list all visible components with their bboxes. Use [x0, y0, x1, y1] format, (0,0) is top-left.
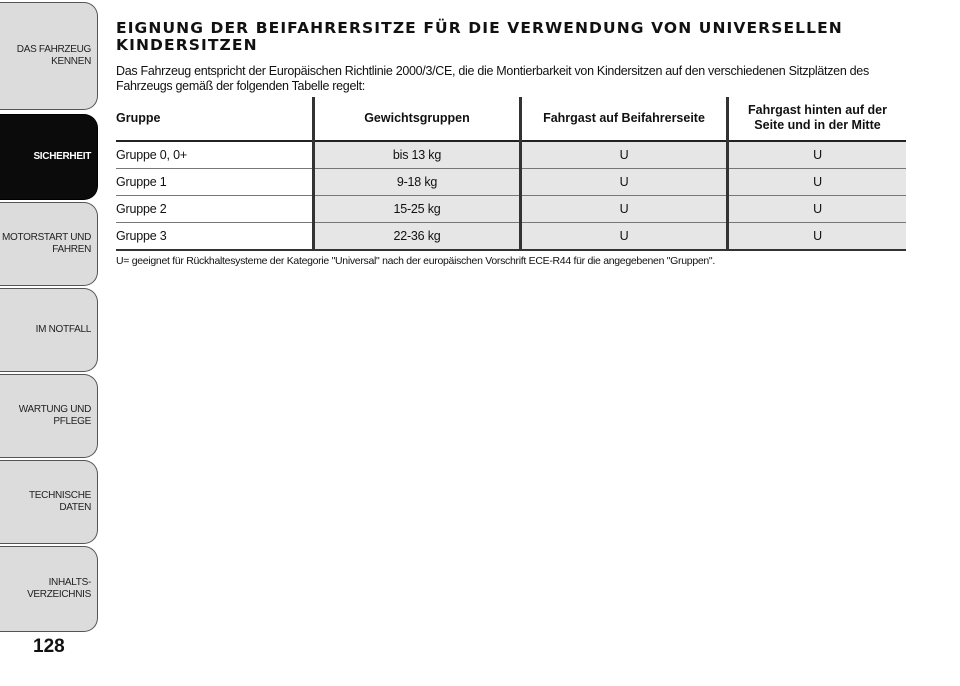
cell-hinten: U	[728, 141, 907, 169]
tab-label: IM NOTFALL	[35, 324, 91, 335]
col-header-gewichtsgruppen: Gewichtsgruppen	[314, 97, 521, 141]
cell-hinten: U	[728, 169, 907, 196]
cell-gewicht: bis 13 kg	[314, 141, 521, 169]
cell-gruppe: Gruppe 3	[116, 223, 314, 251]
cell-hinten: U	[728, 223, 907, 251]
cell-beifahrer: U	[521, 169, 728, 196]
cell-hinten: U	[728, 196, 907, 223]
cell-beifahrer: U	[521, 196, 728, 223]
table-row	[116, 196, 906, 223]
tab-wartung-und-pflege[interactable]	[0, 374, 98, 458]
col-header-hinten: Fahrgast hinten auf der Seite und in der Mitte	[728, 97, 907, 141]
table-header-row	[116, 97, 906, 141]
child-seat-table	[116, 97, 906, 251]
tab-motorstart-und-fahren[interactable]	[0, 202, 98, 286]
cell-gewicht: 22-36 kg	[314, 223, 521, 251]
table-row	[116, 169, 906, 196]
cell-beifahrer: U	[521, 141, 728, 169]
tab-label: DAS FAHRZEUG KENNEN	[16, 44, 91, 67]
cell-gewicht: 9-18 kg	[314, 169, 521, 196]
tab-technische-daten[interactable]	[0, 460, 98, 544]
col-header-gruppe: Gruppe	[116, 97, 314, 141]
tab-label: SICHERHEIT	[33, 151, 91, 162]
col-header-beifahrerseite: Fahrgast auf Beifahrerseite	[521, 97, 728, 141]
cell-gewicht: 15-25 kg	[314, 196, 521, 223]
tab-das-fahrzeug-kennen[interactable]	[0, 2, 98, 110]
cell-gruppe: Gruppe 2	[116, 196, 314, 223]
tab-label: INHALTS- VERZEICHNIS	[27, 577, 91, 600]
cell-gruppe: Gruppe 1	[116, 169, 314, 196]
chapter-sidebar	[0, 0, 100, 640]
cell-beifahrer: U	[521, 223, 728, 251]
tab-inhaltsverzeichnis[interactable]	[0, 546, 98, 632]
section-title: EIGNUNG DER BEIFAHRERSITZE FÜR DIE VERWENDUNG VON UNIVERSELLEN KINDERSITZEN	[116, 19, 843, 54]
intro-paragraph: Das Fahrzeug entspricht der Europäischen Richtlinie 2000/3/CE, die die Montierbarkeit von Kindersitzen auf den verschiedenen Sitzplätzen des Fahrzeugs gemäß der folgenden Tabelle regelt:	[116, 64, 869, 93]
table-row	[116, 223, 906, 251]
tab-label: TECHNISCHE DATEN	[28, 490, 91, 513]
cell-gruppe: Gruppe 0, 0+	[116, 141, 314, 169]
page-number: 128	[33, 636, 65, 657]
main-content	[116, 20, 906, 267]
tab-label: MOTORSTART UND FAHREN	[2, 232, 91, 255]
tab-label: WARTUNG UND PFLEGE	[18, 404, 91, 427]
tab-im-notfall[interactable]	[0, 288, 98, 372]
tab-sicherheit[interactable]	[0, 114, 98, 200]
table-row	[116, 141, 906, 169]
table-footnote: U= geeignet für Rückhaltesysteme der Kategorie "Universal" nach der europäischen Vorschrift ECE-R44 für die angegebenen "Gruppen".	[116, 255, 715, 267]
